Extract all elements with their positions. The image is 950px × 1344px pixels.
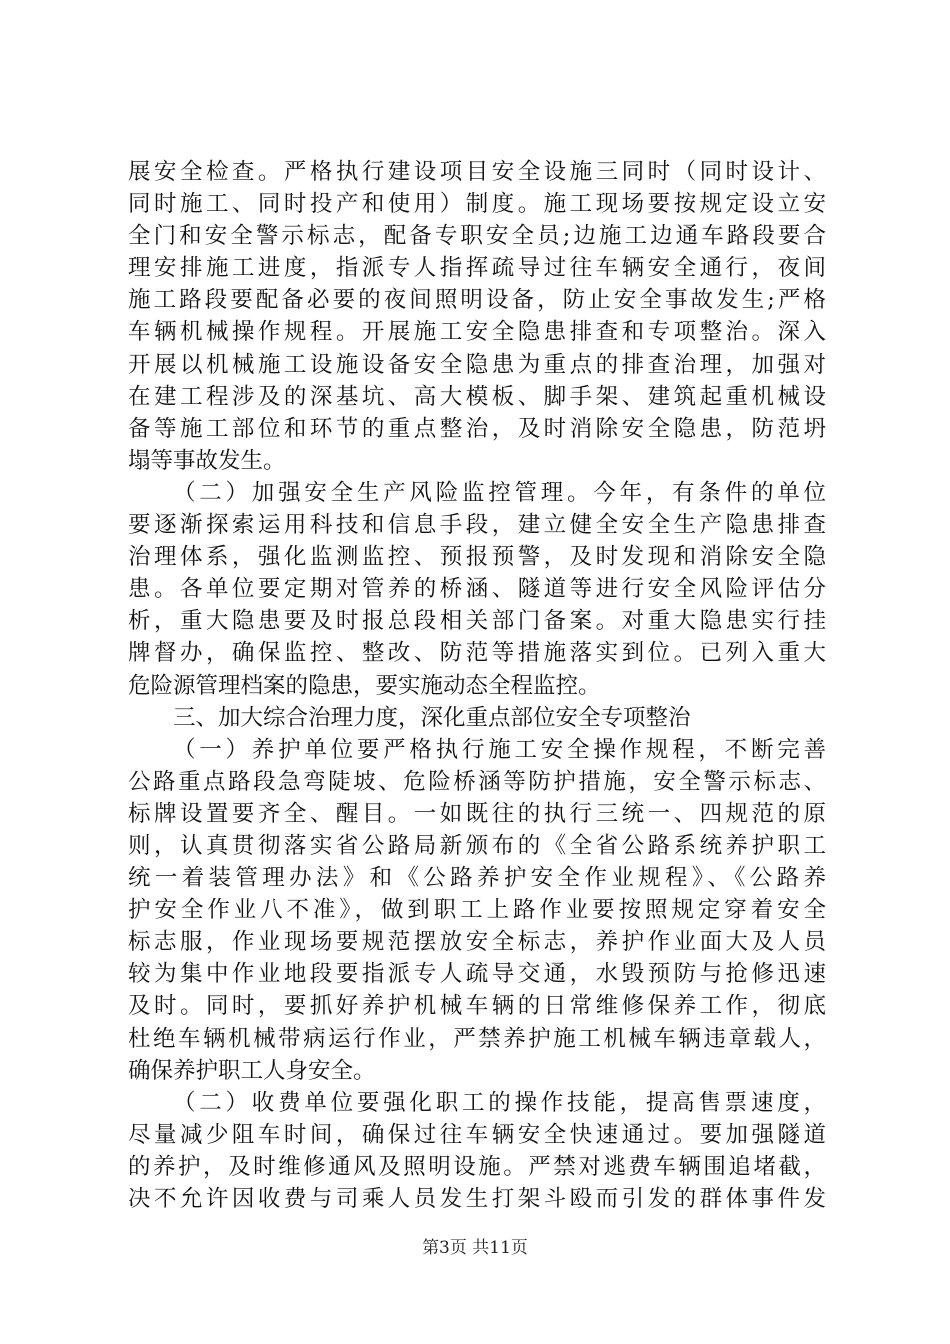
text-line: 同时施工、同时投产和使用）制度。施工现场要按规定设立安 [128, 191, 826, 218]
text-line: 的养护，及时维修通风及照明设施。严禁对逃费车辆围追堵截， [128, 1153, 826, 1180]
text-line: （二）收费单位要强化职工的操作技能，提高售票速度， [173, 1089, 826, 1116]
text-line: 车辆机械操作规程。开展施工安全隐患排查和专项整治。深入 [128, 319, 826, 346]
text-line: 患。各单位要定期对管养的桥涵、隧道等进行安全风险评估分 [128, 576, 826, 603]
text-line: 杜绝车辆机械带病运行作业，严禁养护施工机械车辆违章载人， [128, 1025, 826, 1052]
text-line: 开展以机械施工设施设备安全隐患为重点的排查治理，加强对 [128, 351, 826, 378]
text-line: 统一着装管理办法》和《公路养护安全作业规程》、《公路养 [128, 865, 826, 892]
text-line: （二）加强安全生产风险监控管理。今年，有条件的单位 [173, 479, 826, 506]
text-line: 展安全检查。严格执行建设项目安全设施三同时（同时设计、 [128, 159, 826, 185]
text-line: 决不允许因收费与司乘人员发生打架斗殴而引发的群体事件发 [128, 1186, 826, 1212]
text-line: 全门和安全警示标志，配备专职安全员;边施工边通车路段要合 [128, 223, 826, 250]
section-heading: 三、加大综合治理力度，深化重点部位安全专项整治 [173, 704, 691, 731]
text-line: 标牌设置要齐全、醒目。一如既往的执行三统一、四规范的原 [128, 800, 826, 827]
text-line: 确保养护职工人身安全。 [128, 1057, 376, 1084]
text-line: 护安全作业八不准》，做到职工上路作业要按照规定穿着安全 [128, 897, 826, 924]
text-line: 施工路段要配备必要的夜间照明设备，防止安全事故发生;严格 [128, 287, 826, 314]
text-line: 则，认真贯彻落实省公路局新颁布的《全省公路系统养护职工 [128, 832, 826, 859]
text-line: 理安排施工进度，指派专人指挥疏导过往车辆安全通行，夜间 [128, 255, 826, 282]
text-line: 析，重大隐患要及时报总段相关部门备案。对重大隐患实行挂 [128, 608, 826, 635]
text-line: 治理体系，强化监测监控、预报预警，及时发现和消除安全隐 [128, 544, 826, 571]
text-line: 及时。同时，要抓好养护机械车辆的日常维修保养工作，彻底 [128, 993, 826, 1020]
text-line: 公路重点路段急弯陡坡、危险桥涵等防护措施，安全警示标志、 [128, 768, 826, 795]
page-footer: 第3页 共11页 [422, 1238, 528, 1258]
text-line: 较为集中作业地段要指派专人疏导交通，水毁预防与抢修迅速 [128, 961, 826, 988]
text-line: 在建工程涉及的深基坑、高大模板、脚手架、建筑起重机械设 [128, 383, 826, 410]
text-line: 标志服，作业现场要规范摆放安全标志，养护作业面大及人员 [128, 929, 826, 956]
text-line: 尽量减少阻车时间，确保过往车辆安全快速通过。要加强隧道 [128, 1121, 826, 1148]
text-line: 牌督办，确保监控、整改、防范等措施落实到位。已列入重大 [128, 640, 826, 667]
text-line: 危险源管理档案的隐患，要实施动态全程监控。 [128, 672, 601, 699]
document-body [128, 156, 826, 1215]
text-line: （一）养护单位要严格执行施工安全操作规程，不断完善 [173, 736, 826, 763]
text-line: 塌等事故发生。 [128, 447, 286, 474]
text-line: 要逐渐探索运用科技和信息手段，建立健全安全生产隐患排查 [128, 512, 826, 539]
text-line: 备等施工部位和环节的重点整治，及时消除安全隐患，防范坍 [128, 415, 826, 442]
